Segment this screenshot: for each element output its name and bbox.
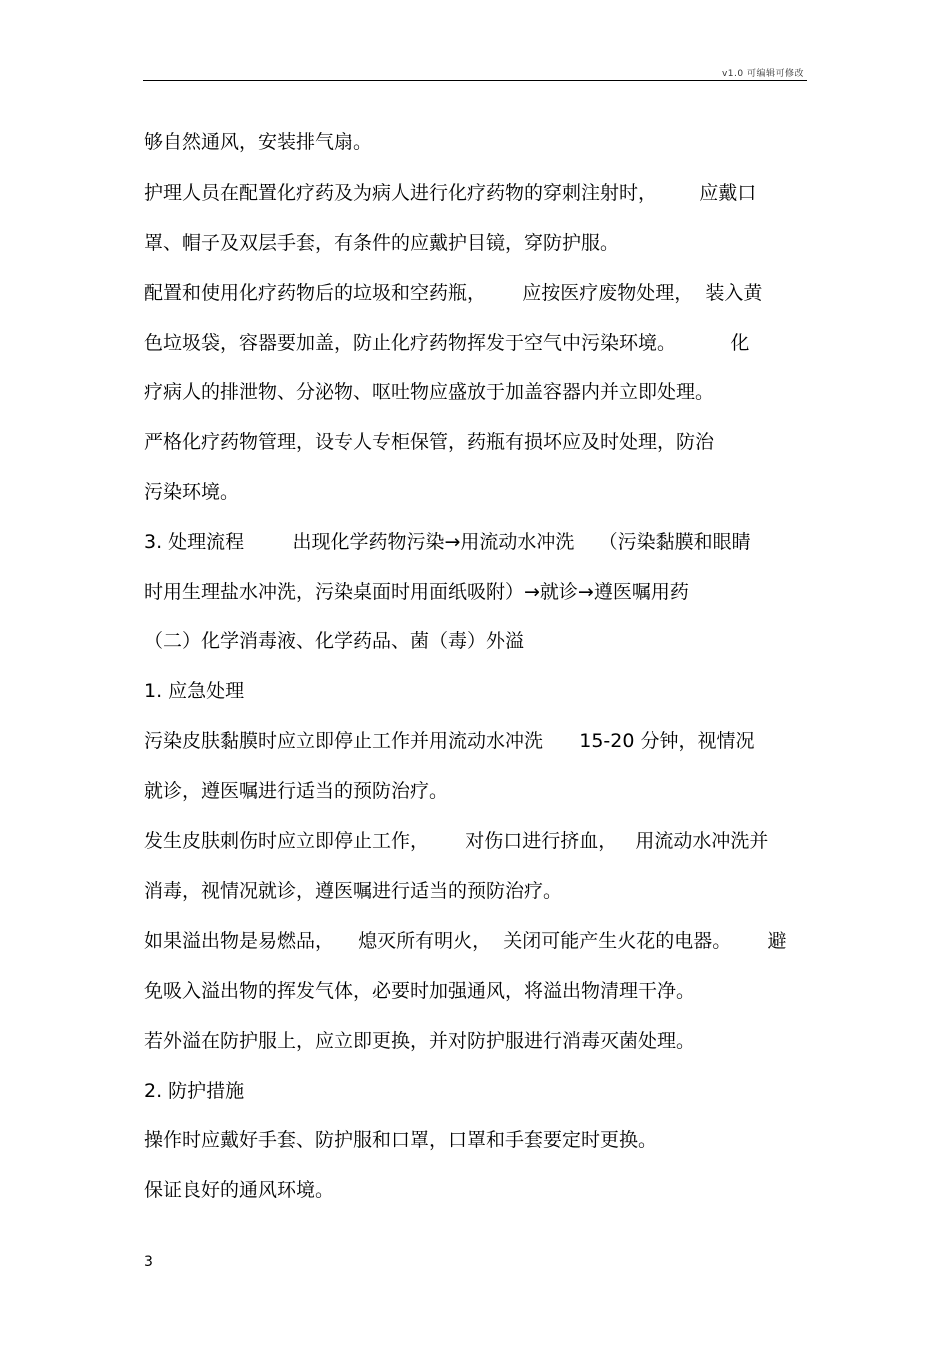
text-line: 就诊，遵医嘱进行适当的预防治疗。 (144, 780, 449, 802)
text-line: 消毒，视情况就诊，遵医嘱进行适当的预防治疗。 (144, 880, 563, 902)
text-line: 罩、帽子及双层手套，有条件的应戴护目镜，穿防护服。 (144, 232, 620, 254)
header-version-note: v1.0 可编辑可修改 (721, 69, 804, 79)
section-heading: 1. 应急处理 (144, 680, 245, 702)
text-line: 时用生理盐水冲洗，污染桌面时用面纸吸附）→就诊→遵医嘱用药 (144, 581, 689, 603)
section-heading: 2. 防护措施 (144, 1080, 245, 1102)
text-line: 如果溢出物是易燃品， 熄灭所有明火， 关闭可能产生火花的电器。 避 (144, 930, 787, 952)
text-line: 保证良好的通风环境。 (144, 1179, 335, 1201)
text-line: 够自然通风，安装排气扇。 (144, 131, 373, 153)
text-line: 污染环境。 (144, 481, 240, 503)
text-line: 疗病人的排泄物、分泌物、呕吐物应盛放于加盖容器内并立即处理。 (144, 381, 715, 403)
text-line: 护理人员在配置化疗药及为病人进行化疗药物的穿刺注射时， 应戴口 (144, 182, 757, 204)
text-line: 污染皮肤黏膜时应立即停止工作并用流动水冲洗 15-20 分钟，视情况 (144, 730, 755, 752)
text-line: 若外溢在防护服上，应立即更换，并对防护服进行消毒灭菌处理。 (144, 1030, 696, 1052)
section-heading: 3. 处理流程 出现化学药物污染→用流动水冲洗 （污染黏膜和眼睛 (144, 531, 751, 553)
page-number: 3 (144, 1254, 153, 1270)
text-line: 发生皮肤刺伤时应立即停止工作， 对伤口进行挤血， 用流动水冲洗并 (144, 830, 769, 852)
text-line: 色垃圾袋，容器要加盖，防止化疗药物挥发于空气中污染环境。 化 (144, 332, 750, 354)
header-divider (143, 80, 807, 81)
text-line: 严格化疗药物管理，设专人专柜保管，药瓶有损坏应及时处理，防治 (144, 431, 715, 453)
text-line: 免吸入溢出物的挥发气体，必要时加强通风，将溢出物清理干净。 (144, 980, 696, 1002)
text-line: 操作时应戴好手套、防护服和口罩，口罩和手套要定时更换。 (144, 1129, 658, 1151)
section-heading: （二）化学消毒液、化学药品、菌（毒）外溢 (144, 630, 525, 652)
text-line: 配置和使用化疗药物后的垃圾和空药瓶， 应按医疗废物处理， 装入黄 (144, 282, 763, 304)
